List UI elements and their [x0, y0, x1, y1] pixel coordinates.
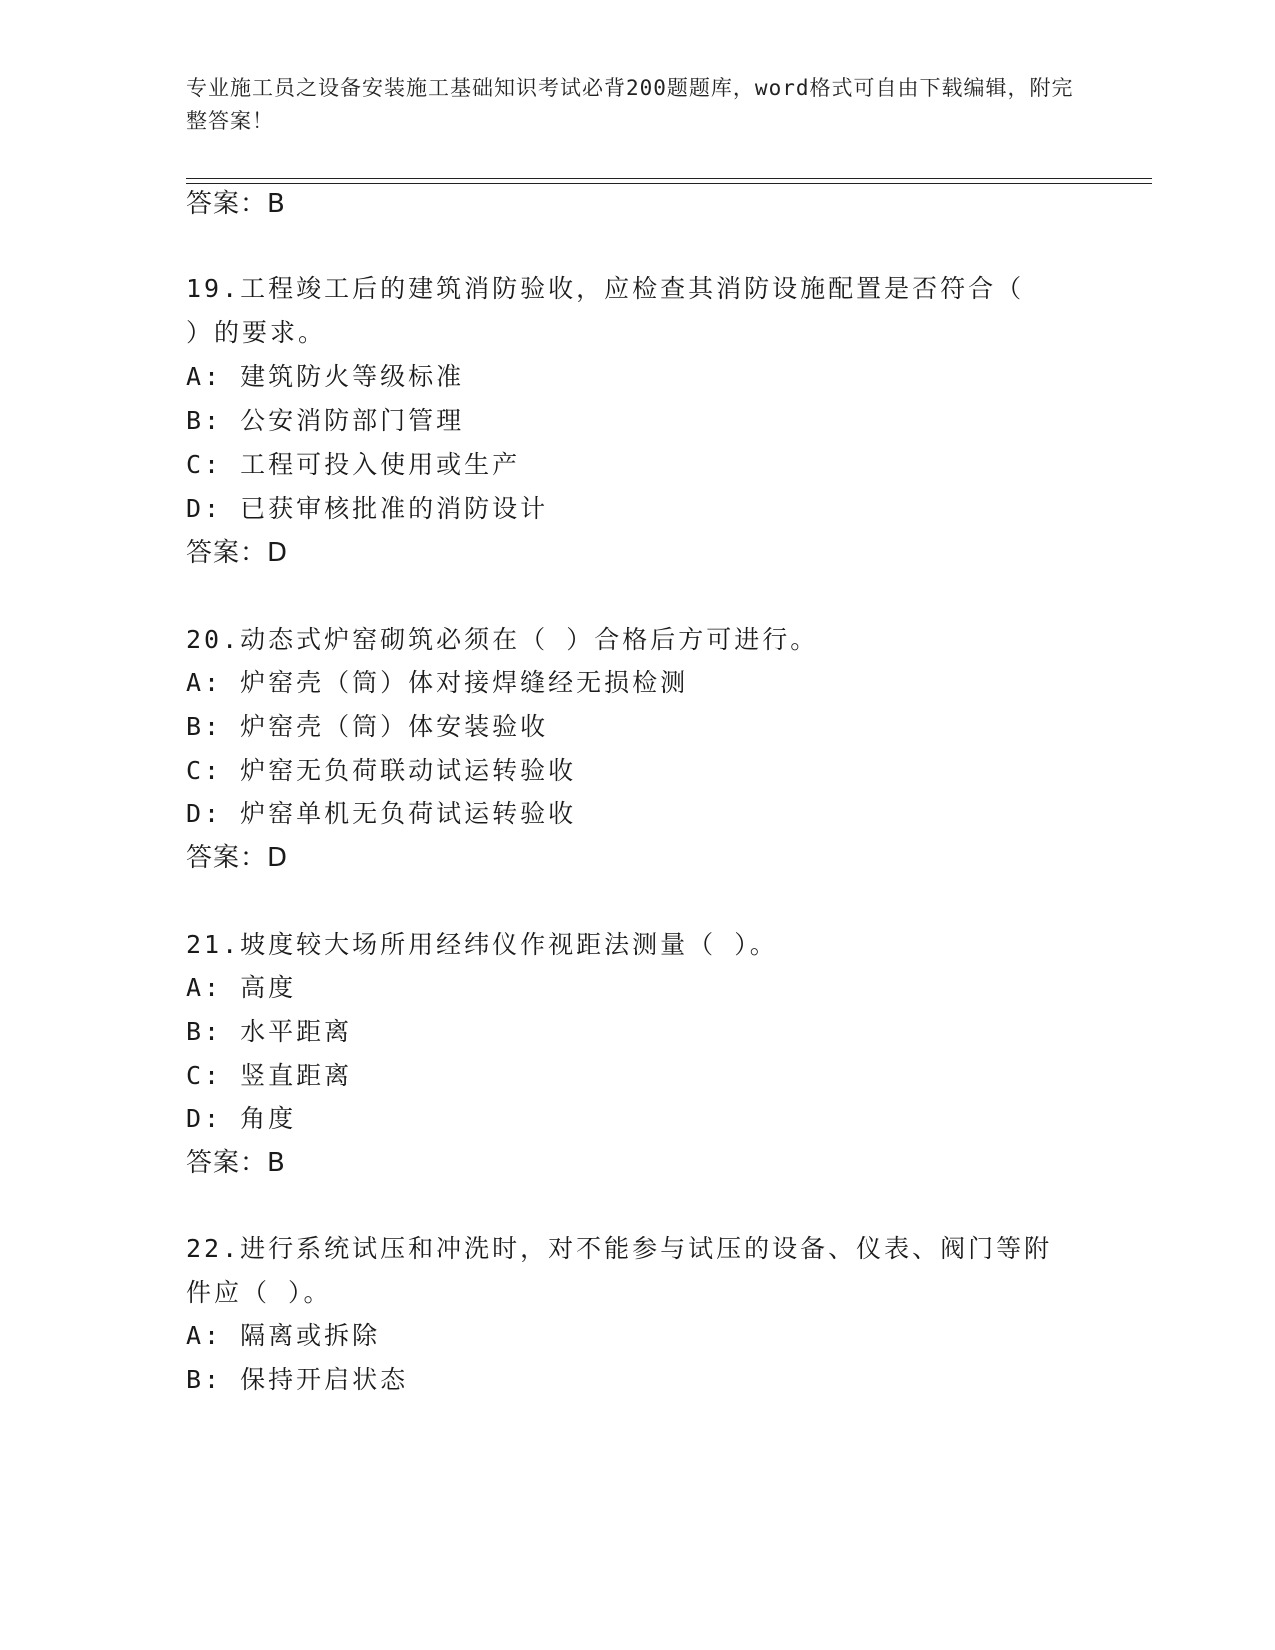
question-19-text: 19.工程竣工后的建筑消防验收，应检查其消防设施配置是否符合（ [186, 274, 1025, 303]
answer-19: 答案：D [186, 538, 289, 568]
question-19-option-c: C: 工程可投入使用或生产 [186, 450, 521, 479]
question-22-option-b: B: 保持开启状态 [186, 1365, 409, 1394]
question-22-text: 22.进行系统试压和冲洗时，对不能参与试压的设备、仪表、阀门等附 [186, 1234, 1053, 1263]
header-rule-top [186, 178, 1152, 179]
question-21-option-a: A: 高度 [186, 973, 297, 1002]
question-21-text: 21.坡度较大场所用经纬仪作视距法测量（ ）。 [186, 930, 778, 959]
answer-18: 答案：B [186, 189, 286, 219]
question-21-option-c: C: 竖直距离 [186, 1061, 353, 1090]
question-20-option-c: C: 炉窑无负荷联动试运转验收 [186, 756, 577, 785]
question-20-option-d: D: 炉窑单机无负荷试运转验收 [186, 799, 577, 828]
question-19-option-a: A: 建筑防火等级标准 [186, 362, 465, 391]
question-19-option-b: B: 公安消防部门管理 [186, 406, 465, 435]
header-rule-bottom [186, 183, 1152, 184]
question-19-text-cont: ）的要求。 [186, 318, 327, 347]
question-21-option-d: D: 角度 [186, 1104, 297, 1133]
answer-20: 答案：D [186, 843, 289, 873]
question-20-option-b: B: 炉窑壳（筒）体安装验收 [186, 712, 549, 741]
question-20-option-a: A: 炉窑壳（筒）体对接焊缝经无损检测 [186, 668, 689, 697]
answer-21: 答案：B [186, 1148, 286, 1178]
question-22-option-a: A: 隔离或拆除 [186, 1321, 381, 1350]
question-21-option-b: B: 水平距离 [186, 1017, 353, 1046]
document-header: 专业施工员之设备安装施工基础知识考试必背200题题库，word格式可自由下载编辑，附完整答案！ [186, 76, 1074, 133]
question-22-text-cont: 件应（ ）。 [186, 1278, 332, 1307]
question-20-text: 20.动态式炉窑砌筑必须在（ ）合格后方可进行。 [186, 625, 819, 654]
question-19-option-d: D: 已获审核批准的消防设计 [186, 494, 549, 523]
